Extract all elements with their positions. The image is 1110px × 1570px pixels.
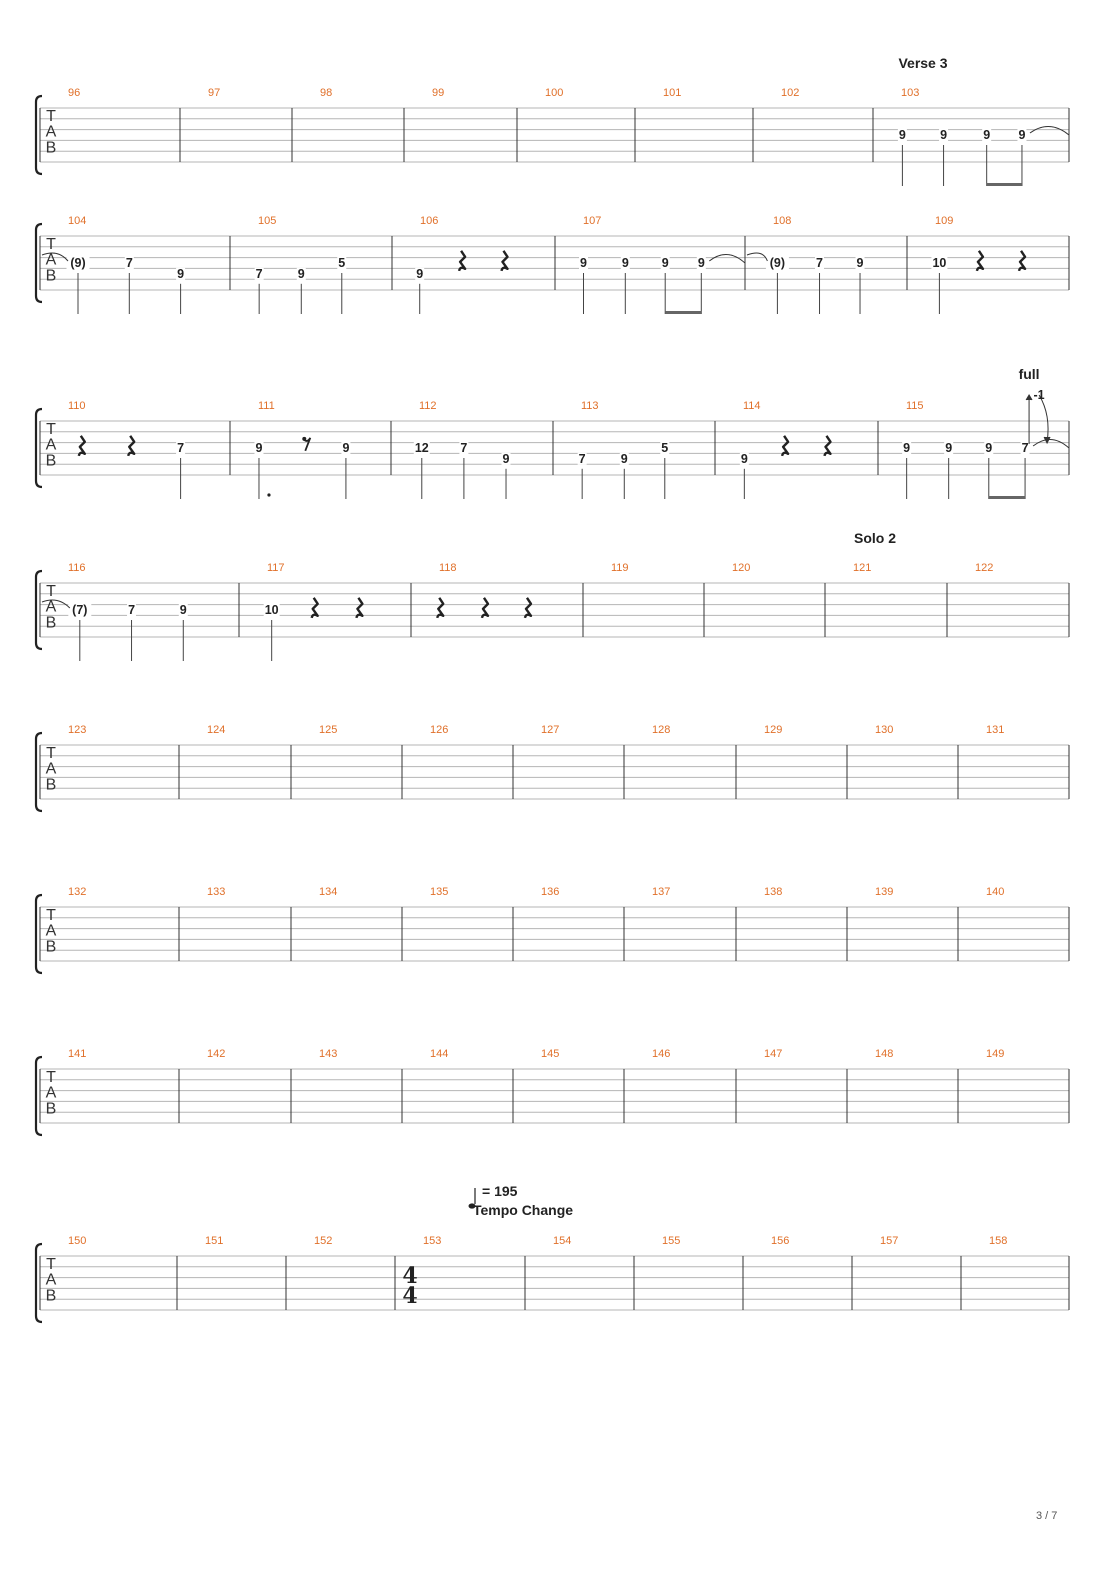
tab-clef-letter: T xyxy=(46,907,56,924)
quarter-rest-icon xyxy=(79,436,85,456)
dot-icon xyxy=(267,493,270,496)
fret-number: 7 xyxy=(177,441,185,455)
quarter-rest-icon xyxy=(782,436,788,456)
fret-number: 7 xyxy=(125,256,133,270)
measure-number: 143 xyxy=(319,1048,338,1060)
rest-dot xyxy=(302,437,306,441)
measure-number: 131 xyxy=(986,724,1005,736)
measure-number: 122 xyxy=(975,562,994,574)
measure-number: 144 xyxy=(430,1048,449,1060)
measure-number: 139 xyxy=(875,886,894,898)
quarter-rest-icon xyxy=(1019,251,1025,271)
measure-number: 151 xyxy=(205,1235,224,1247)
fret-number: (9) xyxy=(70,256,86,270)
fret-number: 9 xyxy=(661,256,669,270)
quarter-rest-icon xyxy=(459,251,465,271)
measure-number: 137 xyxy=(652,886,671,898)
fret-number: 7 xyxy=(255,266,263,281)
time-signature-bottom: 4 xyxy=(402,1283,418,1309)
fret-number: 9 xyxy=(985,441,993,455)
measure-number: 141 xyxy=(68,1048,87,1060)
measure-number: 112 xyxy=(419,400,437,412)
fret-number: 9 xyxy=(940,128,948,142)
measure-number: 124 xyxy=(207,724,226,736)
fret-number: 9 xyxy=(177,266,185,281)
tab-clef-letter: A xyxy=(45,1271,57,1289)
measure-number: 116 xyxy=(68,562,86,574)
tab-system xyxy=(36,895,1069,973)
tab-clef-letter: B xyxy=(45,938,57,956)
tab-system xyxy=(36,224,1069,314)
fret-number: 9 xyxy=(502,451,510,466)
fret-number: 9 xyxy=(740,451,748,466)
measure-number: 113 xyxy=(581,400,599,412)
fret-number: 12 xyxy=(414,441,429,455)
fret-number: 10 xyxy=(264,603,279,617)
tab-clef-letter: B xyxy=(45,139,57,157)
measure-number: 118 xyxy=(439,562,457,574)
fret-number: 7 xyxy=(128,603,136,617)
measure-number: 101 xyxy=(663,87,682,99)
measure-number: 99 xyxy=(432,87,445,99)
measure-number: 104 xyxy=(68,215,87,227)
quarter-rest-icon xyxy=(356,598,362,618)
measure-number: 105 xyxy=(258,215,277,227)
fret-number: 9 xyxy=(903,441,911,455)
note-beam xyxy=(987,183,1022,186)
bend-amount-label: full xyxy=(1018,366,1040,382)
fret-number: 7 xyxy=(578,451,586,466)
measure-number: 126 xyxy=(430,724,449,736)
measure-number: 150 xyxy=(68,1235,87,1247)
fret-number: (7) xyxy=(72,603,88,617)
tempo-marking: = 195 xyxy=(482,1183,518,1199)
tab-clef-letter: B xyxy=(45,452,57,470)
measure-number: 108 xyxy=(773,215,792,227)
measure-number: 123 xyxy=(68,724,87,736)
tie-arc xyxy=(1033,439,1069,448)
time-signature-top: 4 xyxy=(402,1263,418,1289)
measure-number: 154 xyxy=(553,1235,572,1247)
tab-clef-letter: T xyxy=(46,421,56,438)
measure-number: 96 xyxy=(68,87,81,99)
measure-number: 148 xyxy=(875,1048,894,1060)
quarter-rest-icon xyxy=(824,436,830,456)
fret-number: 9 xyxy=(620,451,628,466)
measure-number: 135 xyxy=(430,886,449,898)
fret-number: 10 xyxy=(932,256,947,270)
tab-clef-letter: A xyxy=(45,436,57,454)
quarter-rest-icon xyxy=(501,251,507,271)
tab-clef-letter: T xyxy=(46,583,56,600)
tie-arc xyxy=(1030,126,1069,135)
bend-release-curve xyxy=(1039,395,1048,442)
measure-number: 146 xyxy=(652,1048,671,1060)
fret-number: 7 xyxy=(460,441,468,455)
measure-number: 115 xyxy=(906,400,924,412)
tab-system xyxy=(36,96,1069,186)
quarter-rest-icon xyxy=(128,436,134,456)
quarter-rest-icon xyxy=(437,598,443,618)
tab-clef-letter: B xyxy=(45,1287,57,1305)
tab-clef-letter: B xyxy=(45,1100,57,1118)
tab-clef-letter: A xyxy=(45,1084,57,1102)
fret-number: 9 xyxy=(621,256,629,270)
measure-number: 119 xyxy=(611,562,629,574)
measure-number: 103 xyxy=(901,87,920,99)
fret-number: 9 xyxy=(856,256,864,270)
measure-number: 114 xyxy=(743,400,761,412)
fret-number: 5 xyxy=(661,441,669,455)
bend-arrow-up-icon xyxy=(1026,395,1032,400)
tab-system xyxy=(36,733,1069,811)
fret-number: 9 xyxy=(1018,128,1026,142)
tab-clef-letter: T xyxy=(46,1256,56,1273)
measure-number: 133 xyxy=(207,886,226,898)
fret-number: 9 xyxy=(179,603,187,617)
measure-number: 138 xyxy=(764,886,783,898)
measure-number: 147 xyxy=(764,1048,783,1060)
measure-number: 98 xyxy=(320,87,333,99)
measure-number: 102 xyxy=(781,87,800,99)
tab-clef-letter: B xyxy=(45,776,57,794)
quarter-rest-icon xyxy=(525,598,531,618)
fret-number: 9 xyxy=(342,441,350,455)
measure-number: 145 xyxy=(541,1048,560,1060)
measure-number: 157 xyxy=(880,1235,899,1247)
measure-number: 153 xyxy=(423,1235,442,1247)
measure-number: 134 xyxy=(319,886,338,898)
quarter-rest-icon xyxy=(312,598,318,618)
measure-number: 111 xyxy=(258,400,275,412)
fret-number: 5 xyxy=(338,256,346,270)
measure-number: 125 xyxy=(319,724,338,736)
measure-number: 132 xyxy=(68,886,87,898)
tab-clef-letter: A xyxy=(45,123,57,141)
measure-number: 140 xyxy=(986,886,1005,898)
measure-number: 109 xyxy=(935,215,954,227)
measure-number: 97 xyxy=(208,87,221,99)
tempo-change-label: Tempo Change xyxy=(472,1202,574,1218)
measure-number: 120 xyxy=(732,562,751,574)
tab-clef-letter: A xyxy=(45,251,57,269)
fret-number: 7 xyxy=(816,256,823,270)
measure-number: 130 xyxy=(875,724,894,736)
tab-clef-letter: A xyxy=(45,598,57,616)
measure-number: 129 xyxy=(764,724,783,736)
fret-number: (9) xyxy=(769,256,786,270)
tab-system xyxy=(36,1057,1069,1135)
measure-number: 142 xyxy=(207,1048,226,1060)
measure-number: 117 xyxy=(267,562,285,574)
tab-clef-letter: A xyxy=(45,760,57,778)
tab-clef-letter: T xyxy=(46,1069,56,1086)
tie-arc xyxy=(709,254,745,263)
note-beam xyxy=(989,496,1025,499)
fret-number: 9 xyxy=(983,128,991,142)
fret-number: 9 xyxy=(945,441,953,455)
measure-number: 110 xyxy=(68,400,86,412)
tab-clef-letter: B xyxy=(45,267,57,285)
fret-number: 9 xyxy=(697,256,705,270)
tab-clef-letter: A xyxy=(45,922,57,940)
measure-number: 121 xyxy=(853,562,872,574)
section-label: Verse 3 xyxy=(898,55,948,71)
note-beam xyxy=(665,311,701,314)
measure-number: 100 xyxy=(545,87,564,99)
fret-number: 9 xyxy=(416,266,424,281)
bend-release-label: -1 xyxy=(1033,388,1045,402)
page-number: 3 / 7 xyxy=(1036,1510,1058,1522)
tab-clef-letter: T xyxy=(46,745,56,762)
tab-clef-letter: T xyxy=(46,108,56,125)
measure-number: 155 xyxy=(662,1235,681,1247)
fret-number: 9 xyxy=(898,128,906,142)
fret-number: 9 xyxy=(255,441,263,455)
tab-clef-letter: T xyxy=(46,236,56,253)
section-label: Solo 2 xyxy=(853,530,897,546)
tie-arc xyxy=(747,253,767,261)
quarter-rest-icon xyxy=(977,251,983,271)
measure-number: 107 xyxy=(583,215,602,227)
fret-number: 9 xyxy=(580,256,587,270)
quarter-rest-icon xyxy=(482,598,488,618)
tab-clef-letter: B xyxy=(45,614,57,632)
measure-number: 156 xyxy=(771,1235,790,1247)
measure-number: 127 xyxy=(541,724,560,736)
measure-number: 152 xyxy=(314,1235,333,1247)
measure-number: 128 xyxy=(652,724,671,736)
tab-system xyxy=(36,571,1069,661)
fret-number: 7 xyxy=(1021,441,1029,455)
measure-number: 106 xyxy=(420,215,439,227)
measure-number: 149 xyxy=(986,1048,1005,1060)
fret-number: 9 xyxy=(297,266,305,281)
measure-number: 158 xyxy=(989,1235,1008,1247)
measure-number: 136 xyxy=(541,886,560,898)
